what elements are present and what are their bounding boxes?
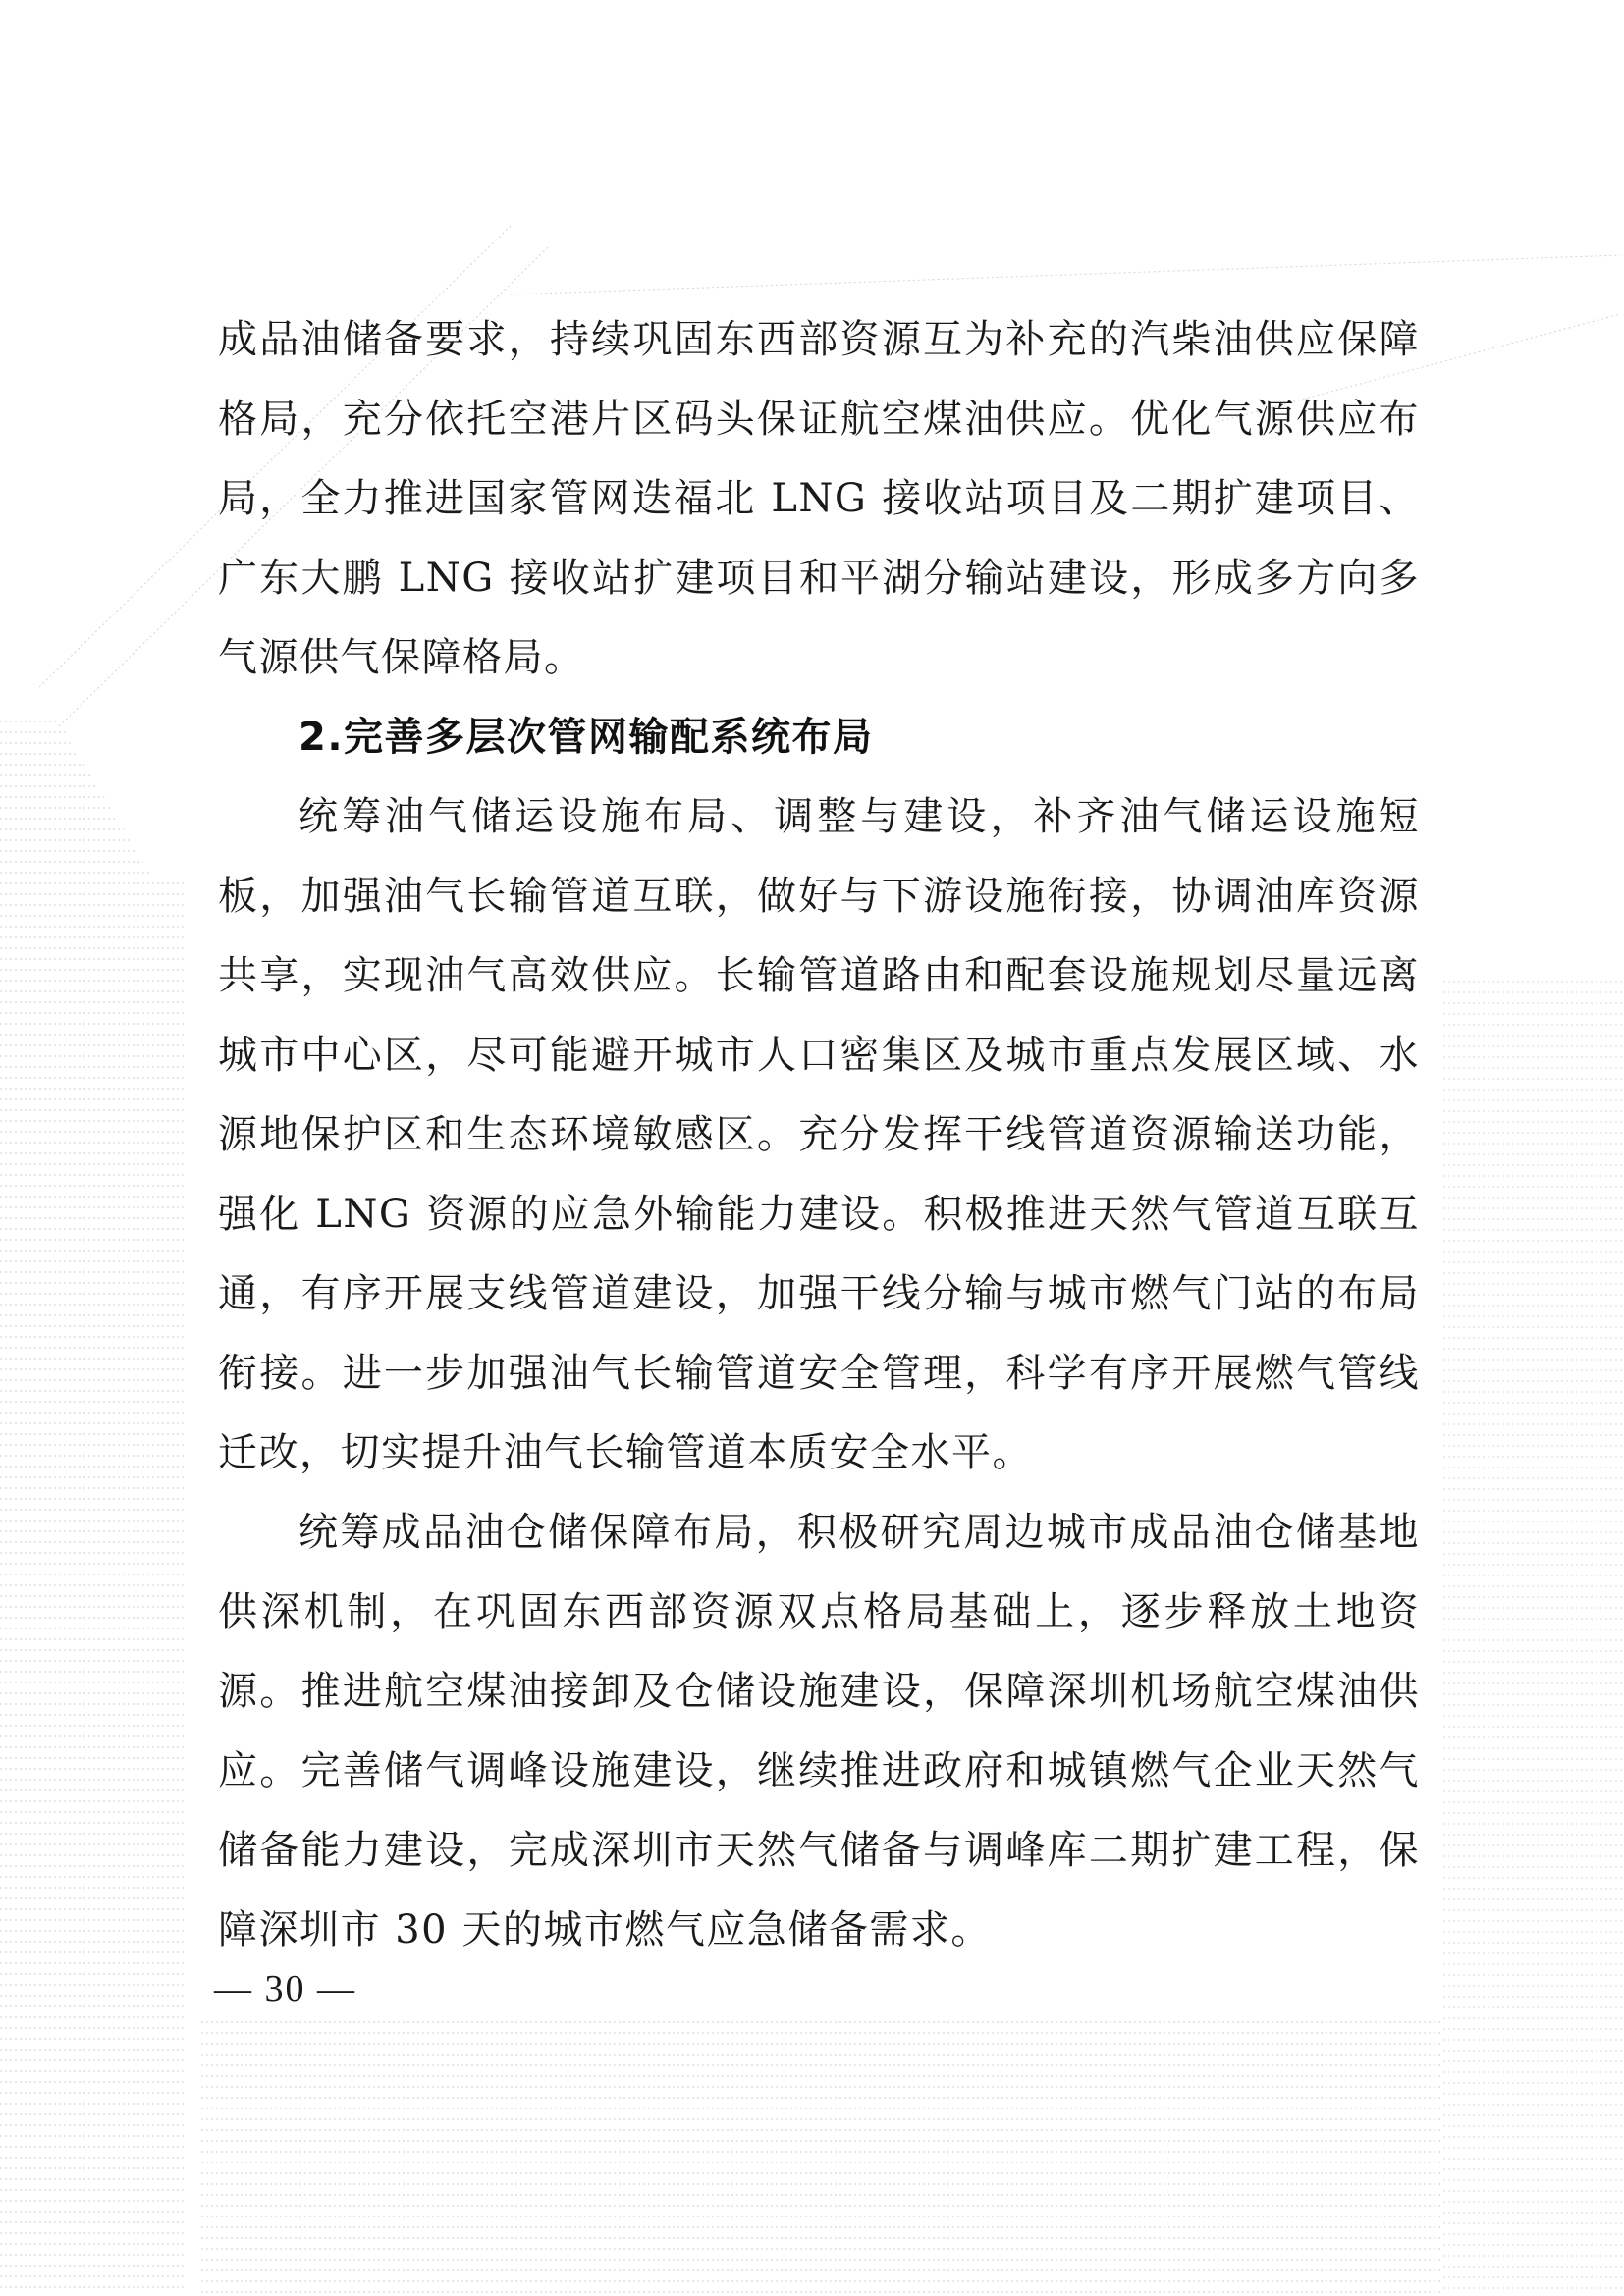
paragraph-storage-layout: 统筹成品油仓储保障布局，积极研究周边城市成品油仓储基地供深机制，在巩固东西部资源双点格局基础上，逐步释放土地资源。推进航空煤油接卸及仓储设施建设，保障深圳机场航空煤油供应。完善储气调峰设施建设，继续推进政府和城镇燃气企业天然气储备能力建设，完成深圳市天然气储备与调峰库二期扩建工程，保障深圳市 30 天的城市燃气应急储备需求。	[218, 1510, 1420, 1952]
section-heading: 2.完善多层次管网输配系统布局	[298, 715, 874, 760]
paragraph-continued: 成品油储备要求，持续巩固东西部资源互为补充的汽柴油供应保障格局，充分依托空港片区码头保证航空煤油供应。优化气源供应布局，全力推进国家管网迭福北 LNG 接收站项目及二期扩建项目、广东大鹏 LNG 接收站扩建项目和平湖分输站建设，形成多方向多气源供气保障格局。	[218, 317, 1420, 680]
paragraph-pipeline-layout: 统筹油气储运设施布局、调整与建设，补齐油气储运设施短板，加强油气长输管道互联，做好与下游设施衔接，协调油库资源共享，实现油气高效供应。长输管道路由和配套设施规划尽量远离城市中心区，尽可能避开城市人口密集区及城市重点发展区域、水源地保护区和生态环境敏感区。充分发挥干线管道资源输送功能，强化 LNG 资源的应急外输能力建设。积极推进天然气管道互联互通，有序开展支线管道建设，加强干线分输与城市燃气门站的布局衔接。进一步加强油气长输管道安全管理，科学有序开展燃气管线迁改，切实提升油气长输管道本质安全水平。	[218, 794, 1420, 1475]
body-text	[218, 300, 1420, 1970]
page-number: — 30 —	[214, 1968, 356, 2009]
